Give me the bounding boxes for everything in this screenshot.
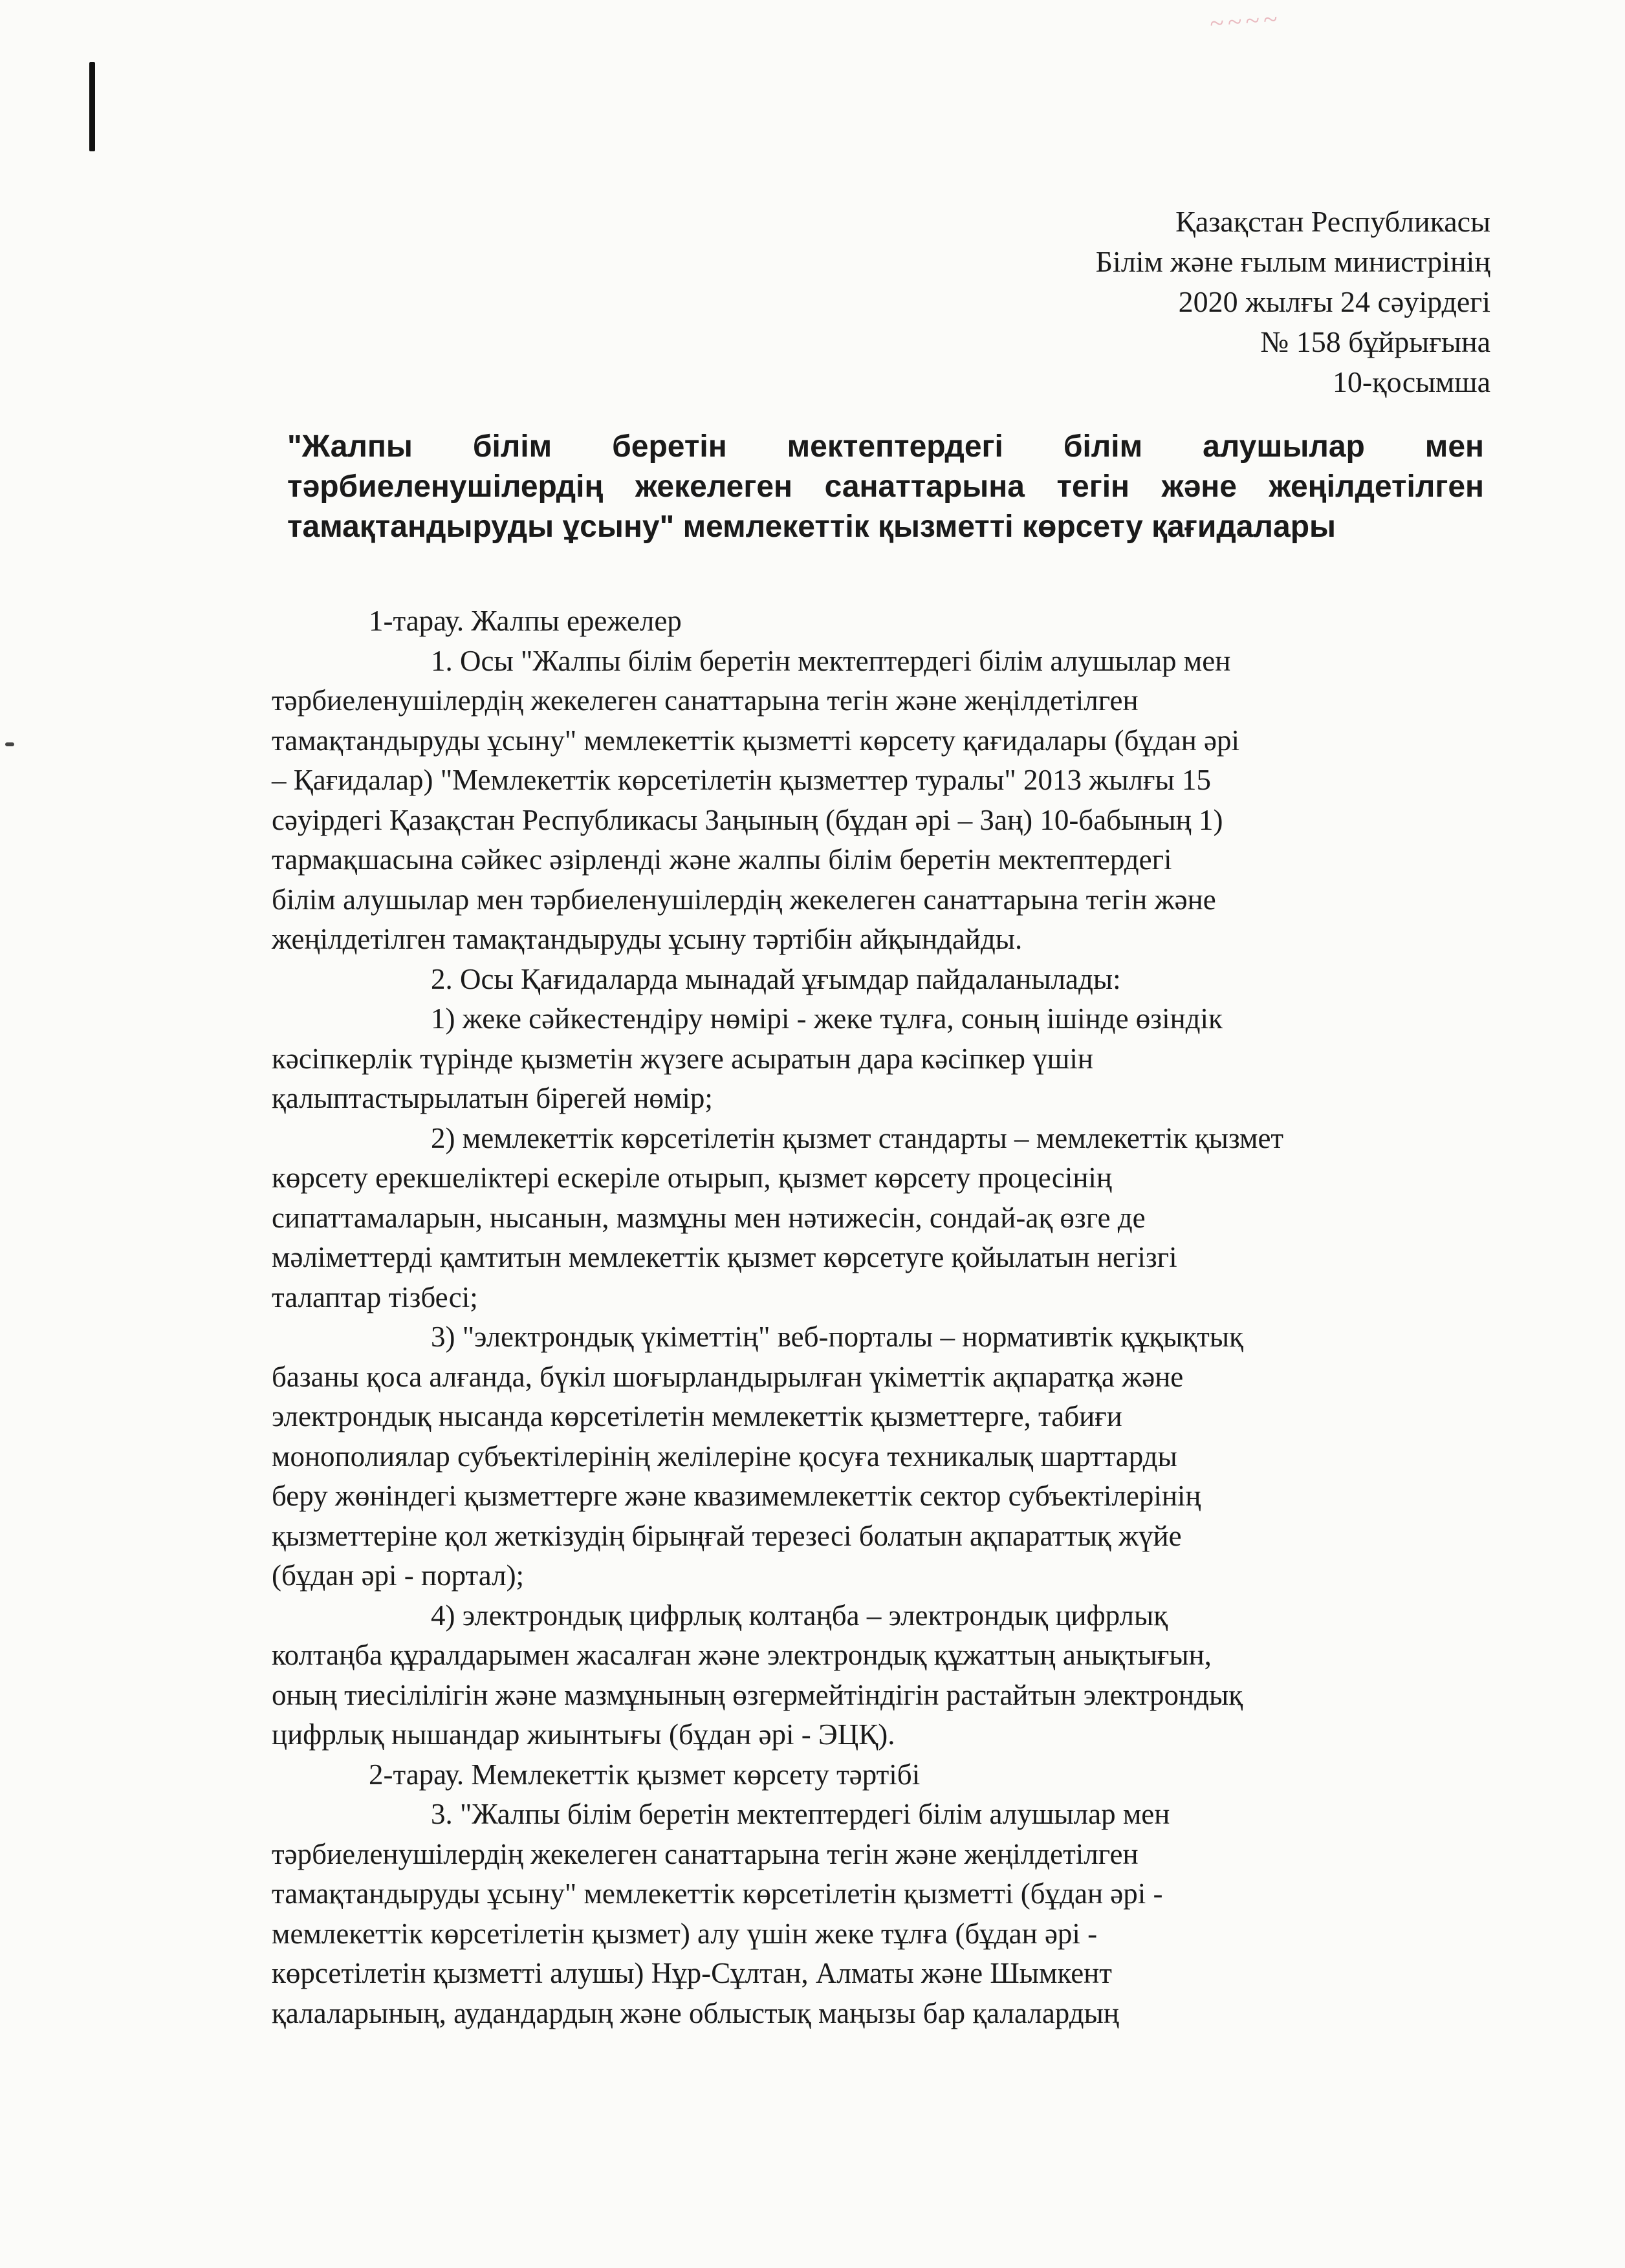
- list-item-line: монополиялар субъектілерінің желілеріне қосуға техникалық шарттарды: [272, 1440, 1177, 1473]
- section-2-heading: 2-тарау. Мемлекеттік қызмет көрсету тәртібі: [369, 1758, 921, 1791]
- paragraph-1: [272, 642, 1501, 960]
- list-item-2: [272, 1119, 1501, 1318]
- paragraph-line: – Қағидалар) "Мемлекеттік көрсетілетін қызметтер туралы" 2013 жылғы 15: [272, 764, 1211, 796]
- header-line: № 158 бұйрығына: [1260, 325, 1490, 358]
- document-title: [287, 427, 1484, 547]
- faded-stamp: ~~~~: [1208, 3, 1283, 38]
- list-item-line: 3) "электрондық үкіметтің" веб-порталы – нормативтік құқықтық: [431, 1321, 1243, 1353]
- section-1-heading: 1-тарау. Жалпы ережелер: [369, 605, 682, 637]
- paragraph-line: жеңілдетілген тамақтандыруды ұсыну тәртібін айқындайды.: [272, 923, 1023, 955]
- list-item-line: колтаңба құралдарымен жасалған және электрондық құжаттың анықтығын,: [272, 1639, 1212, 1671]
- paragraph-line: тәрбиеленушілердің жекелеген санаттарына тегін және жеңілдетілген: [272, 1837, 1139, 1870]
- list-item-3: [272, 1317, 1501, 1596]
- paragraph-line: мемлекеттік көрсетілетін қызмет) алу үшін жеке тұлға (бұдан әрі -: [272, 1917, 1098, 1950]
- header-line: 2020 жылғы 24 сәуірдегі: [1178, 285, 1490, 318]
- paragraph-line: қалаларының, аудандардың және облыстық маңызы бар қалалардың: [272, 1996, 1119, 2029]
- list-item-line: электрондық нысанда көрсетілетін мемлекеттік қызметтерге, табиғи: [272, 1400, 1122, 1432]
- list-item-line: қалыптастырылатын бірегей нөмір;: [272, 1082, 713, 1114]
- paragraph-line: тамақтандыруды ұсыну" мемлекеттік қызметті көрсету қағидалары (бұдан әрі: [272, 724, 1240, 757]
- paragraph-line: тәрбиеленушілердің жекелеген санаттарына тегін және жеңілдетілген: [272, 684, 1139, 717]
- list-item-line: беру жөніндегі қызметтерге және квазимемлекеттік сектор субъектілерінің: [272, 1480, 1201, 1512]
- paragraph-line: тармақшасына сәйкес әзірленді және жалпы білім беретін мектептердегі: [272, 843, 1172, 876]
- list-item-line: оның тиесілілігін және мазмұнының өзгермейтіндігін растайтын электрондық: [272, 1678, 1243, 1711]
- list-item-line: қызметтеріне қол жеткізудің бірыңғай терезесі болатын ақпараттық жүйе: [272, 1519, 1182, 1552]
- list-item-line: көрсету ерекшеліктері ескеріле отырып, қызмет көрсету процесінің: [272, 1161, 1113, 1194]
- list-item-1: [272, 999, 1501, 1119]
- list-item-line: 4) электрондық цифрлық колтаңба – электрондық цифрлық: [431, 1599, 1168, 1632]
- list-item-line: мәліметтерді қамтитын мемлекеттік қызмет көрсетуге қойылатын негізгі: [272, 1241, 1177, 1273]
- list-item-line: базаны қоса алғанда, бүкіл шоғырландырылған үкіметтік ақпаратқа және: [272, 1360, 1184, 1393]
- paragraph-line: білім алушылар мен тәрбиеленушілердің жекелеген санаттарына тегін және: [272, 883, 1216, 916]
- list-item-line: (бұдан әрі - портал);: [272, 1559, 525, 1592]
- list-item-4: [272, 1596, 1501, 1755]
- list-item-line: сипаттамаларын, нысанын, мазмұны мен нәтижесін, сондай-ақ өзге де: [272, 1201, 1146, 1234]
- title-line: тәрбиеленушілердің жекелеген санаттарына тегін және жеңілдетілген: [287, 470, 1484, 504]
- header-line: 10-қосымша: [1332, 365, 1490, 398]
- paragraph-line: сәуірдегі Қазақстан Республикасы Заңының (бұдан әрі – Заң) 10-бабының 1): [272, 803, 1223, 836]
- paragraph-line: тамақтандыруды ұсыну" мемлекеттік көрсетілетін қызметті (бұдан әрі -: [272, 1877, 1163, 1910]
- list-item-line: талаптар тізбесі;: [272, 1280, 478, 1313]
- paragraph-line: 1. Осы "Жалпы білім беретін мектептердегі білім алушылар мен: [431, 644, 1231, 677]
- title-line: тамақтандыруды ұсыну" мемлекеттік қызметті көрсету қағидалары: [287, 510, 1336, 544]
- scan-artifact-mark: [89, 62, 95, 151]
- paragraph-line: көрсетілетін қызметті алушы) Нұр-Сұлтан, Алматы және Шымкент: [272, 1957, 1112, 1989]
- document-body: [272, 601, 1501, 2033]
- paragraph-3: [272, 1795, 1501, 2033]
- header-line: Қазақстан Республикасы: [1175, 205, 1490, 238]
- list-item-line: 1) жеке сәйкестендіру нөмірі - жеке тұлға, соның ішінде өзіндік: [431, 1002, 1223, 1035]
- header-line: Білім және ғылым министрінің: [1095, 245, 1490, 278]
- title-line: "Жалпы білім беретін мектептердегі білім алушылар мен: [287, 429, 1484, 464]
- list-item-line: 2) мемлекеттік көрсетілетін қызмет стандарты – мемлекеттік қызмет: [431, 1121, 1284, 1154]
- list-item-line: цифрлық нышандар жиынтығы (бұдан әрі - ЭЦҚ).: [272, 1718, 895, 1751]
- paragraph-line: 3. "Жалпы білім беретін мектептердегі білім алушылар мен: [431, 1798, 1170, 1830]
- scan-artifact-dot: [5, 742, 14, 746]
- paragraph-2: 2. Осы Қағидаларда мынадай ұғымдар пайдаланылады:: [431, 962, 1121, 995]
- list-item-line: кәсіпкерлік түрінде қызметін жүзеге асыратын дара кәсіпкер үшін: [272, 1042, 1093, 1075]
- document-header-block: [585, 202, 1490, 402]
